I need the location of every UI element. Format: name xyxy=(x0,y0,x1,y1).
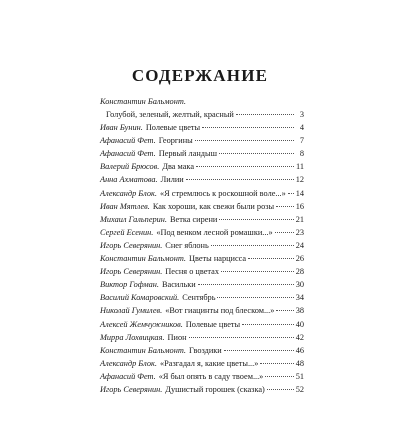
entry-author: Константин Бальмонт. xyxy=(100,97,186,106)
entry-author: Виктор Гофман. xyxy=(100,280,159,290)
toc-entry xyxy=(100,134,304,147)
entry-page-number: 24 xyxy=(295,240,304,250)
entry-author: Алексей Жемчужников. xyxy=(100,319,183,329)
entry-author: Афанасий Фет. xyxy=(100,136,156,146)
toc-entry xyxy=(100,383,304,396)
entry-page-number: 40 xyxy=(295,319,304,329)
toc-entry xyxy=(100,278,304,291)
entry-author: Константин Бальмонт. xyxy=(100,254,186,264)
leader-dots xyxy=(248,252,294,259)
leader-dots xyxy=(211,239,294,246)
entry-title: «Вот гиацинты под блеском...» xyxy=(165,306,275,316)
entry-page-number: 3 xyxy=(299,110,304,119)
entry-page-number: 42 xyxy=(295,332,304,342)
entry-author: Александр Блок. xyxy=(100,188,158,198)
leader-dots xyxy=(265,370,293,377)
leader-dots xyxy=(217,291,293,298)
toc-entry xyxy=(100,173,304,186)
entry-title: «Разгадал я, какие цветы...» xyxy=(160,358,259,368)
entry-title: Ветка сирени xyxy=(170,214,218,224)
entry-page-number: 48 xyxy=(295,358,304,368)
entry-page-number: 34 xyxy=(295,293,304,303)
entry-page-number: 51 xyxy=(295,371,304,381)
entry-author: Афанасий Фет. xyxy=(100,371,156,381)
toc-entry xyxy=(100,291,304,304)
toc-entry xyxy=(100,265,304,278)
entry-author: Михаил Гальперин. xyxy=(100,214,167,224)
entry-page-number: 30 xyxy=(295,280,304,290)
entry-author: Василий Комаровский. xyxy=(100,293,180,303)
entry-title: Гвоздики xyxy=(189,345,222,355)
entry-author: Игорь Северянин. xyxy=(100,240,163,250)
entry-page-number: 14 xyxy=(295,188,304,198)
entry-page-number: 26 xyxy=(295,254,304,264)
leader-dots xyxy=(236,108,294,115)
entry-title: Лилии xyxy=(160,175,184,185)
toc-entry xyxy=(100,252,304,265)
entry-page-number: 16 xyxy=(295,201,304,211)
entry-title: Георгины xyxy=(158,136,193,146)
page-title: СОДЕРЖАНИЕ xyxy=(131,66,269,85)
table-of-contents xyxy=(100,95,304,396)
entry-page-number: 12 xyxy=(295,175,304,185)
entry-title: «Я стремлюсь к роскошной воле...» xyxy=(160,188,286,198)
toc-entry xyxy=(100,95,304,121)
leader-dots xyxy=(189,331,294,338)
entry-title: Песня о цветах xyxy=(165,267,219,277)
leader-dots xyxy=(219,147,294,154)
toc-entry xyxy=(100,304,304,317)
entry-page-number: 52 xyxy=(295,384,304,394)
entry-title: Полевые цветы xyxy=(185,319,241,329)
entry-author: Александр Блок. xyxy=(100,358,158,368)
toc-entry xyxy=(100,187,304,200)
toc-entry xyxy=(100,344,304,357)
toc-entry xyxy=(100,357,304,370)
entry-author: Сергей Есенин. xyxy=(100,227,154,237)
entry-title: Пион xyxy=(167,332,187,342)
leader-dots xyxy=(202,121,294,128)
entry-title: Васильки xyxy=(162,280,196,290)
entry-author: Афанасий Фет. xyxy=(100,149,156,159)
entry-author: Игорь Северянин. xyxy=(100,384,163,394)
entry-author: Игорь Северянин. xyxy=(100,267,163,277)
leader-dots xyxy=(186,173,294,180)
entry-page-number: 7 xyxy=(299,136,304,146)
entry-page-number: 4 xyxy=(299,123,304,133)
entry-title: «Под венком лесной ромашки...» xyxy=(156,227,273,237)
toc-entry xyxy=(100,239,304,252)
entry-title: Два мака xyxy=(162,162,195,172)
toc-entry xyxy=(100,147,304,160)
leader-dots xyxy=(242,318,294,325)
entry-page-number: 21 xyxy=(295,214,304,224)
leader-dots xyxy=(276,304,293,311)
entry-title: Первый ландыш xyxy=(158,149,217,159)
leader-dots xyxy=(276,200,294,207)
toc-entry xyxy=(100,200,304,213)
leader-dots xyxy=(219,213,293,220)
toc-entry xyxy=(100,370,304,383)
entry-title: «Я был опять в саду твоем...» xyxy=(158,371,264,381)
toc-entry xyxy=(100,160,304,173)
leader-dots xyxy=(224,344,294,351)
entry-author: Константин Бальмонт. xyxy=(100,345,186,355)
entry-title: Как хороши, как свежи были розы xyxy=(152,201,275,211)
entry-title: Голубой, зеленый, желтый, красный xyxy=(106,110,234,119)
entry-author: Анна Ахматова. xyxy=(100,175,158,185)
entry-page-number: 11 xyxy=(296,162,304,172)
toc-entry xyxy=(100,226,304,239)
entry-title: Сентябрь xyxy=(182,293,216,303)
entry-page-number: 28 xyxy=(295,267,304,277)
entry-author: Иван Мятлев. xyxy=(100,201,150,211)
entry-title: Цветы нарцисса xyxy=(189,254,247,264)
toc-entry xyxy=(100,331,304,344)
entry-page-number: 23 xyxy=(295,227,304,237)
toc-entry xyxy=(100,213,304,226)
leader-dots xyxy=(260,357,293,364)
entry-title: Снег яблонь xyxy=(165,240,209,250)
entry-author: Валерий Брюсов. xyxy=(100,162,160,172)
entry-page-number: 8 xyxy=(299,149,304,159)
entry-author: Николай Гумилев. xyxy=(100,306,163,316)
leader-dots xyxy=(221,265,294,272)
toc-entry xyxy=(100,318,304,331)
entry-page-number: 38 xyxy=(295,306,304,316)
leader-dots xyxy=(198,278,294,285)
entry-title: Душистый горошек (сказка) xyxy=(165,384,265,394)
entry-author: Мирра Лохвицкая. xyxy=(100,332,165,342)
leader-dots xyxy=(267,383,294,390)
entry-title: Полевые цветы xyxy=(145,123,201,133)
leader-dots xyxy=(288,187,294,194)
entry-author: Иван Бунин. xyxy=(100,123,143,133)
leader-dots xyxy=(195,134,294,141)
leader-dots xyxy=(275,226,294,233)
toc-entry xyxy=(100,121,304,134)
leader-dots xyxy=(196,160,294,167)
entry-page-number: 46 xyxy=(295,345,304,355)
